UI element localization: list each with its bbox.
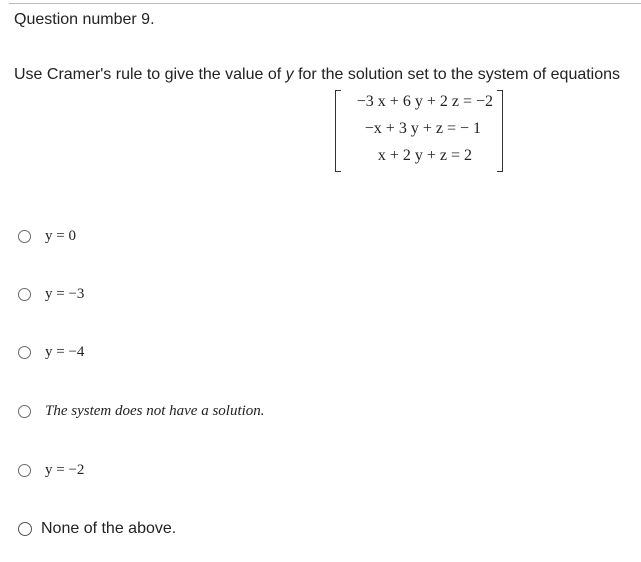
equation-1: −3 x + 6 y + 2 z = −2 — [356, 93, 493, 110]
radio-button[interactable] — [18, 346, 31, 359]
answer-option-label: y = −3 — [45, 285, 85, 302]
radio-button[interactable] — [18, 522, 32, 536]
top-divider — [9, 3, 641, 4]
question-number: Question number 9. — [14, 11, 155, 28]
equation-2: −x + 3 y + z = − 1 — [364, 120, 481, 137]
equation-system — [335, 90, 503, 170]
answer-option-label: The system does not have a solution. — [45, 402, 265, 419]
prompt-variable: y — [285, 66, 294, 83]
prompt-text-before: Use Cramer's rule to give the value of — [14, 66, 286, 83]
radio-button[interactable] — [18, 288, 31, 301]
answer-option-label: y = 0 — [45, 227, 76, 244]
left-bracket — [335, 90, 341, 172]
equation-3: x + 2 y + z = 2 — [377, 147, 472, 164]
answer-option-label: y = −4 — [45, 343, 85, 360]
answer-option-5[interactable] — [18, 460, 84, 480]
answer-option-1[interactable] — [18, 226, 76, 246]
radio-button[interactable] — [18, 405, 31, 418]
answer-option-2[interactable] — [18, 284, 84, 304]
answer-option-label: None of the above. — [41, 520, 177, 537]
right-bracket — [497, 90, 503, 172]
answer-option-3[interactable] — [18, 342, 84, 362]
question-prompt — [14, 66, 620, 84]
answer-option-label: y = −2 — [45, 461, 85, 478]
radio-button[interactable] — [18, 464, 31, 477]
prompt-text-after: for the solution set to the system of equations — [293, 66, 621, 83]
answer-option-6[interactable] — [18, 519, 176, 539]
answer-option-4[interactable] — [18, 401, 265, 421]
radio-button[interactable] — [18, 230, 31, 243]
